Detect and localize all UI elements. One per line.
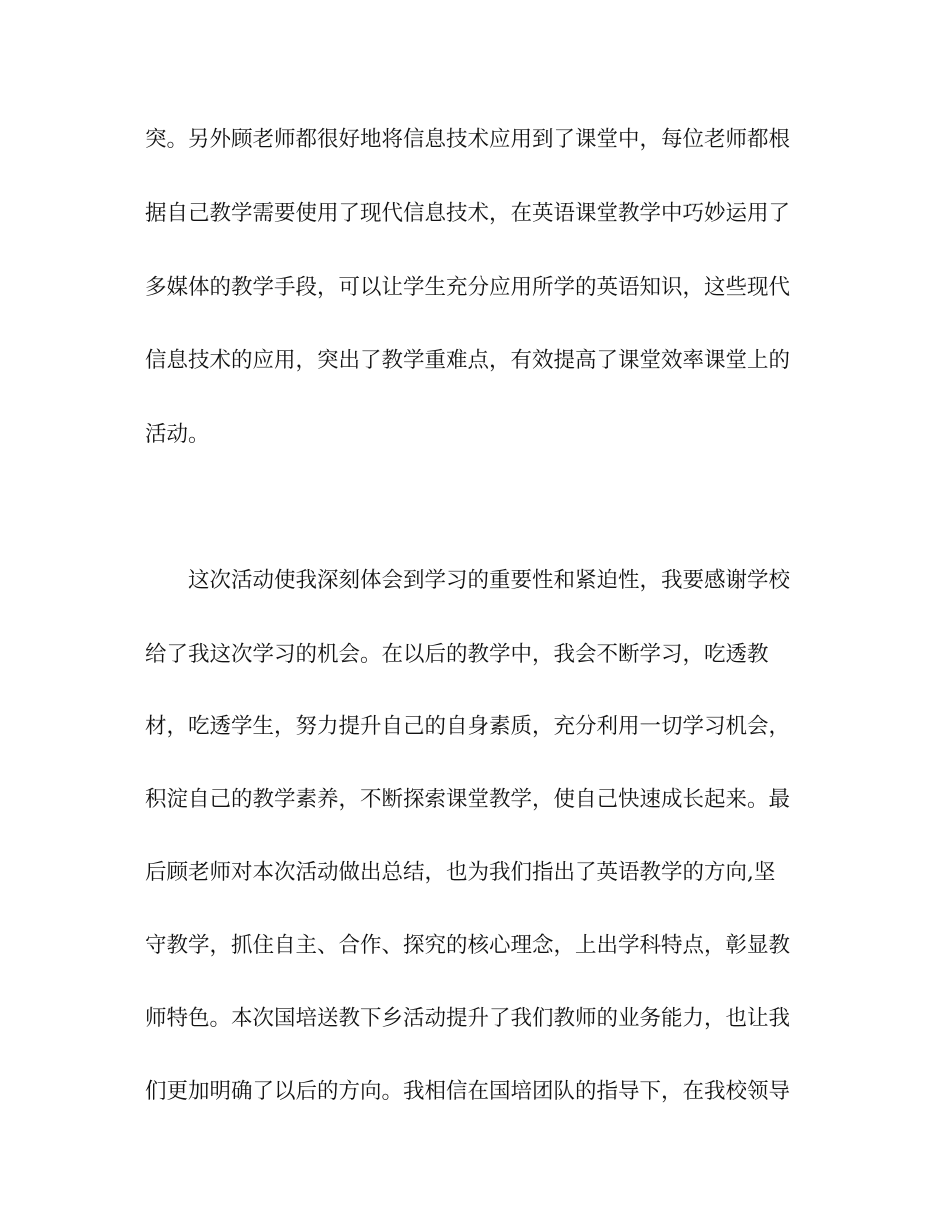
paragraph-1-line-1: 突。另外顾老师都很好地将信息技术应用到了课堂中，每位老师都根 [145,127,791,152]
paragraph-2-line-8: 们更加明确了以后的方向。我相信在国培团队的指导下，在我校领导 [145,1079,791,1104]
paragraph-2-line-3: 材，吃透学生，努力提升自己的自身素质，充分利用一切学习机会， [145,714,791,739]
paragraph-2-line-7: 师特色。本次国培送教下乡活动提升了我们教师的业务能力，也让我 [145,1006,791,1031]
paragraph-1-line-4: 信息技术的应用，突出了教学重难点，有效提高了课堂效率课堂上的 [145,348,791,373]
paragraph-1-line-3: 多媒体的教学手段，可以让学生充分应用所学的英语知识，这些现代 [145,275,791,300]
paragraph-2-line-4: 积淀自己的教学素养，不断探索课堂教学，使自己快速成长起来。最 [145,787,791,812]
paragraph-2-line-6: 守教学，抓住自主、合作、探究的核心理念，上出学科特点，彰显教 [145,933,791,958]
paragraph-2-line-2: 给了我这次学习的机会。在以后的教学中，我会不断学习，吃透教 [145,642,769,667]
paragraph-1-line-2: 据自己教学需要使用了现代信息技术，在英语课堂教学中巧妙运用了 [145,201,791,226]
paragraph-1-line-5: 活动。 [145,422,210,447]
paragraph-2-line-1: 这次活动使我深刻体会到学习的重要性和紧迫性，我要感谢学校 [188,568,791,593]
paragraph-2-line-5: 后顾老师对本次活动做出总结，也为我们指出了英语教学的方向,坚 [145,860,776,885]
